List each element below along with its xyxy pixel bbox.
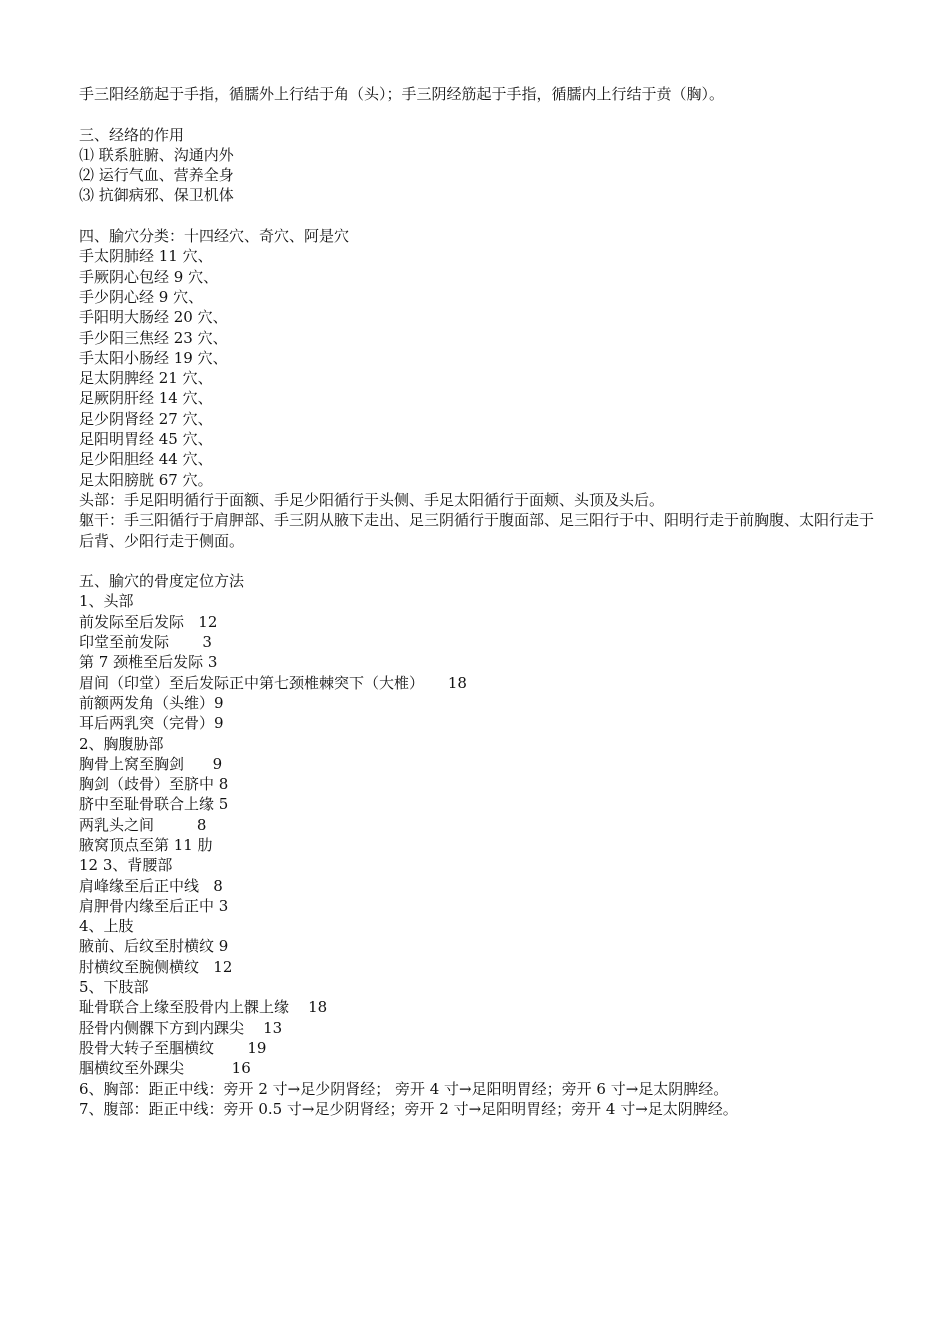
bone-measure-line: 第 7 颈椎至后发际 3 — [79, 653, 218, 672]
bone-measure-line: 印堂至前发际 3 — [79, 633, 212, 652]
section-4-heading: 四、腧穴分类：十四经穴、奇穴、阿是穴 — [79, 227, 350, 246]
bone-measure-line: 腘横纹至外踝尖 16 — [79, 1059, 251, 1078]
trunk-course-paragraph: 躯干：手三阳循行于肩胛部、手三阴从腋下走出、足三阴循行于腹面部、足三阳行于中、阳明行走于前胸腹、太阳行走于后背、少阳行走于侧面。 — [79, 511, 875, 550]
bone-measure-line: 5、下肢部 — [79, 978, 149, 997]
bone-measure-line: 两乳头之间 8 — [79, 815, 207, 834]
meridian-point-count: 足少阳胆经 44 穴、 — [79, 450, 213, 469]
bone-measure-line: 前发际至后发际 12 — [79, 612, 218, 631]
section-3-item: ⑶ 抗御病邪、保卫机体 — [79, 186, 234, 205]
meridian-point-count: 手少阴心经 9 穴、 — [79, 287, 204, 306]
bone-measure-line: 胸剑（歧骨）至脐中 8 — [79, 775, 229, 794]
bone-measure-line: 脐中至耻骨联合上缘 5 — [79, 795, 229, 814]
bone-measure-line: 股骨大转子至腘横纹 19 — [79, 1038, 267, 1057]
bone-measure-line: 2、胸腹胁部 — [79, 734, 164, 753]
section-3-heading: 三、经络的作用 — [79, 125, 185, 144]
abdomen-offset-line: 7、腹部：距正中线：旁开 0.5 寸→足少阴肾经；旁开 2 寸→足阳明胃经；旁开 4 寸→足太阴脾经。 — [79, 1099, 738, 1118]
meridian-point-count: 足阳明胃经 45 穴、 — [79, 430, 213, 449]
bone-measure-line: 4、上肢 — [79, 917, 134, 936]
spacer — [79, 551, 879, 571]
intro-paragraph: 手三阳经筋起于手指，循臑外上行结于角（头）；手三阴经筋起于手指，循臑内上行结于贲（胸）。 — [79, 85, 725, 103]
bone-measure-line: 腋窝顶点至第 11 肋 — [79, 835, 213, 854]
meridian-point-count: 手太阴肺经 11 穴、 — [79, 247, 213, 266]
spacer — [79, 206, 879, 226]
bone-measure-line: 耳后两乳突（完骨）9 — [79, 714, 224, 733]
section-3-item: ⑵ 运行气血、营养全身 — [79, 166, 234, 185]
bone-measure-line: 肩胛骨内缘至后正中 3 — [79, 896, 229, 915]
spacer — [79, 104, 879, 124]
section-3-item: ⑴ 联系脏腑、沟通内外 — [79, 145, 234, 164]
meridian-point-count: 足少阴肾经 27 穴、 — [79, 409, 213, 428]
chest-offset-line: 6、胸部：距正中线：旁开 2 寸→足少阴肾经； 旁开 4 寸→足阳明胃经；旁开 6 寸→足太阴脾经。 — [79, 1079, 729, 1098]
meridian-point-count: 手少阳三焦经 23 穴、 — [79, 328, 228, 347]
meridian-point-count: 足太阳膀胱 67 穴。 — [79, 470, 213, 489]
meridian-point-count: 手太阳小肠经 19 穴、 — [79, 348, 228, 367]
bone-measure-line: 胫骨内侧髁下方到内踝尖 13 — [79, 1018, 283, 1037]
bone-measure-line: 腋前、后纹至肘横纹 9 — [79, 937, 229, 956]
meridian-point-count: 足厥阴肝经 14 穴、 — [79, 389, 213, 408]
meridian-point-count: 手阳明大肠经 20 穴、 — [79, 308, 228, 327]
meridian-point-count: 足太阴脾经 21 穴、 — [79, 369, 213, 388]
section-5-heading: 五、腧穴的骨度定位方法 — [79, 572, 245, 591]
bone-measure-line: 12 3、背腰部 — [79, 856, 173, 875]
bone-measure-line: 胸骨上窝至胸剑 9 — [79, 754, 223, 773]
head-course-paragraph: 头部：手足阳明循行于面额、手足少阳循行于头侧、手足太阳循行于面颊、头顶及头后。 — [79, 490, 665, 509]
bone-measure-line: 耻骨联合上缘至股骨内上髁上缘 18 — [79, 998, 328, 1017]
document-page — [79, 84, 879, 1119]
bone-measure-line: 肩峰缘至后正中线 8 — [79, 876, 223, 895]
bone-measure-line: 肘横纹至腕侧横纹 12 — [79, 957, 233, 976]
bone-measure-line: 1、头部 — [79, 592, 134, 611]
meridian-point-count: 手厥阴心包经 9 穴、 — [79, 267, 219, 286]
bone-measure-line: 眉间（印堂）至后发际正中第七颈椎棘突下（大椎） 18 — [79, 673, 467, 692]
bone-measure-line: 前额两发角（头维）9 — [79, 693, 224, 712]
